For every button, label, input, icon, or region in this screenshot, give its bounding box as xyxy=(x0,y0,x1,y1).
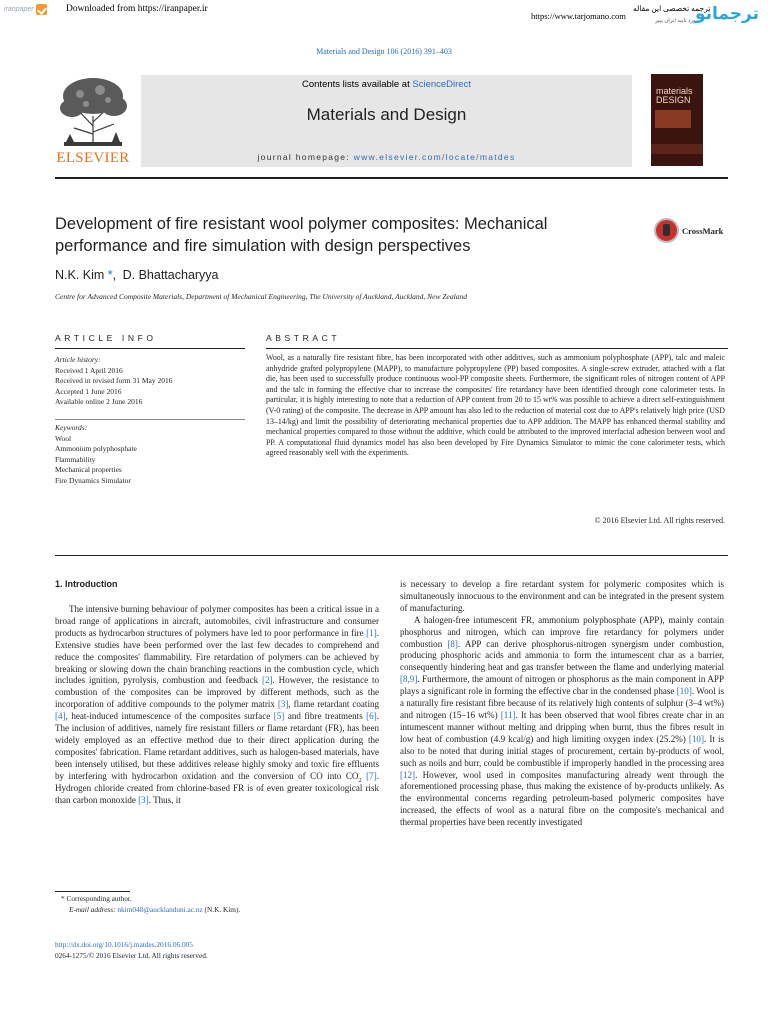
contents-prefix: Contents lists available at xyxy=(302,79,413,90)
tarjomano-tagline: ترجمه تخصصی این مقاله xyxy=(633,4,711,13)
body-text: . Thus, it xyxy=(148,794,181,805)
issn-copyright: 0264-1275/© 2016 Elsevier Ltd. All rights reserved. xyxy=(55,951,208,960)
body-text: , heat-induced intumescence of the composites surface xyxy=(65,711,274,722)
journal-reference[interactable] xyxy=(0,47,768,56)
homepage-prefix: journal homepage: xyxy=(257,152,354,162)
paragraph xyxy=(400,615,724,829)
contents-line xyxy=(141,79,632,90)
corresponding-author-mark[interactable]: * xyxy=(104,268,113,282)
citation-link[interactable]: [4] xyxy=(55,711,66,722)
iranpaper-logo-text: iranpaper xyxy=(4,6,34,13)
sciencedirect-link[interactable]: ScienceDirect xyxy=(412,79,471,90)
author-email-link[interactable]: nkim048@aucklanduni.ac.nz xyxy=(117,904,203,914)
body-text: . Furthermore, the amount of nitrogen or phosphorus as the main component in APP plays a significant role in forming the effective char in the condensed phase xyxy=(400,674,724,697)
cover-image xyxy=(655,110,691,128)
keyword: Fire Dynamics Simulator xyxy=(55,475,131,485)
author-1[interactable]: N.K. Kim xyxy=(55,268,105,282)
keyword: Mechanical properties xyxy=(55,465,122,474)
abstract-text: Wool, as a naturally fire resistant fibre, has been incorporated with other additives, such as ammonium polyphosphate (APP), talc and maleic anhydride grafted polypropylene (MAPP), to manufacture polypropylene (PP) based composites. A single-screw extruder, attached with a flat die, has been used to successfully produce continuous wool-PP composite sheets. Furthermore, the significant roles of nitrogen content of APP and the talc in forming the effective char to increase the composites' fire retardancy have been identified through cone calorimeter tests. In particular, it is highly interesting to note that a reduction of APP content from 20 to 15 wt% was possible to achieve a direct self-extinguishment (V-0 rating) of the composite. The decrease in APP amount has also led to the reduction of material cost due to APP's relatively high price (USD 13–14/kg) and limit the possibility of deteriorating mechanical properties due to APP addition. The MAPP has enhanced thermal stability and mechanical properties compared to those without the additive, which could be attributed to the improved interfacial adhesion between wool and PP. A computational fluid dynamics model has also been developed by Fire Dynamics Simulator to mimic the cone calorimeter tests, which agreed reasonably well with the experiments. xyxy=(266,353,725,458)
journal-masthead xyxy=(141,75,632,167)
keyword: Ammonium polyphosphate xyxy=(55,444,137,453)
history-accepted: Accepted 1 June 2016 xyxy=(55,386,122,396)
email-suffix: (N.K. Kim). xyxy=(202,904,241,914)
body-text: . However, the resistance to combustion of the composites can be improved by different methods, such as the incorporation of additive compounds to the polymer matrix xyxy=(55,675,379,710)
tarjomano-logo[interactable] xyxy=(633,2,763,32)
paper-title: Development of fire resistant wool polymer composites: Mechanical performance and fire simulation with design perspectives xyxy=(55,215,548,255)
tarjomano-url[interactable]: https://www.tarjomano.com xyxy=(531,11,626,21)
download-check-icon xyxy=(36,4,47,15)
keywords xyxy=(55,423,245,486)
crossmark-badge[interactable] xyxy=(654,218,723,243)
journal-name: Materials and Design xyxy=(306,105,467,124)
body-text: . Hydrogen chloride created from chlorine-based FR is of even greater toxicological risk than carbon monoxide xyxy=(55,770,379,805)
citation-link[interactable]: [12] xyxy=(400,769,416,780)
journal-cover[interactable] xyxy=(651,74,703,166)
footnote-rule xyxy=(55,891,130,892)
cover-title xyxy=(656,87,693,105)
homepage-link[interactable]: www.elsevier.com/locate/matdes xyxy=(353,152,516,162)
body-text: , flame retardant coating xyxy=(288,699,380,710)
author-2[interactable]: D. Bhattacharyya xyxy=(122,268,219,282)
citation-link[interactable]: [3] xyxy=(277,699,289,710)
author-list xyxy=(55,268,219,282)
cover-title-line-2: DESIGN xyxy=(656,95,691,105)
article-info-heading: ARTICLE INFO xyxy=(55,333,157,343)
body-text: and fibre treatments xyxy=(284,711,367,722)
keyword: Flammability xyxy=(55,454,96,464)
journal-reference-text: Materials and Design 106 (2016) 391–403 xyxy=(316,47,452,56)
abstract-rule xyxy=(266,348,728,349)
body-text: . Extensive studies have been performed over the last few decades to comprehend and reduce the composites' flammability. Fire retardation of polymers can be achieved by breaking or slowing down the chain branching reactions in the combustion cycle, which includes ignition, pyrolysis, combustion and feedback xyxy=(55,627,379,686)
keywords-label: Keywords: xyxy=(55,423,88,432)
tarjomano-subline: مورد تایید ایران پیپر xyxy=(655,18,699,24)
masthead-rule xyxy=(55,177,728,179)
elsevier-tree-icon xyxy=(56,76,130,148)
doi-block xyxy=(55,939,208,961)
citation-link[interactable]: [7] xyxy=(366,770,377,781)
citation-link[interactable]: [1] xyxy=(366,627,377,638)
tarjomano-brand: ترجمانو xyxy=(694,4,759,24)
citation-link[interactable]: [11] xyxy=(500,709,516,720)
author-separator: , xyxy=(112,268,117,282)
footnote-star: * xyxy=(61,894,65,903)
keyword: Wool xyxy=(55,433,72,443)
crossmark-icon xyxy=(654,218,679,243)
abstract-copyright: © 2016 Elsevier Ltd. All rights reserved. xyxy=(594,516,725,525)
citation-link[interactable]: [5] xyxy=(273,711,285,722)
body-text: . It has been observed that wool fibres create char in an intumescent manner without melting and dripping when burnt, thus the fibres result in low heat of combustion (4.9 kcal/g) and high limiting oxygen index (25.2%) xyxy=(400,709,725,744)
article-history xyxy=(55,355,245,408)
doi-link[interactable]: http://dx.doi.org/10.1016/j.matdes.2016.06.005 xyxy=(55,940,193,949)
crossmark-label: CrossMark xyxy=(682,225,724,236)
citation-link[interactable]: [8] xyxy=(447,638,458,649)
journal-homepage xyxy=(141,152,632,162)
body-text: . However, wool used in composites manufacturing already went through the aforementioned processing phase, thus making the existence of by-products unlikely. As the environmental concerns regarding petroleum-based polymeric composites have increased, the effects of wool as a natural fibre on the composite's mechanical and thermal properties have been recently investigated xyxy=(400,769,724,828)
paragraph xyxy=(55,604,379,806)
article-info-rule xyxy=(55,348,245,349)
body-text: . The inclusion of additives, namely fire resistant fillers or flame retardant (FR), has been widely employed as an effective method due to their direct application during the composites' fabrication. Flame retardant additives, such as halogen-based materials, have been intensely utilised, but these additives release highly smoky and toxic fire effluents by interfering with hydrocarbon oxidation and the conversion of CO into CO xyxy=(55,711,379,781)
history-received: Received 1 April 2016 xyxy=(55,365,123,375)
elsevier-wordmark: ELSEVIER xyxy=(56,150,130,166)
email-label: E-mail address: xyxy=(69,904,116,914)
body-text: A halogen-free intumescent FR, ammonium polyphosphate (APP), mainly contain phosphorus and nitrogen, which can improve fire retardancy for polymers under combustion xyxy=(400,614,724,649)
citation-link[interactable]: [10] xyxy=(688,733,704,744)
body-column-right xyxy=(400,579,724,829)
download-banner xyxy=(0,0,768,40)
body-text: . Wool is a naturally fire resistant fibre because of its relatively high contents of sulphur (3–4 wt%) and nitrogen (15–16 wt%) xyxy=(400,686,725,720)
cover-title-line-1: materials xyxy=(656,86,693,96)
history-online: Available online 2 June 2016 xyxy=(55,397,143,406)
article-history-label: Article history: xyxy=(55,355,101,364)
body-column-left xyxy=(55,604,379,806)
corresponding-author-label: Corresponding author. xyxy=(66,894,132,903)
corresponding-author-footnote xyxy=(61,894,240,915)
citation-link[interactable]: [8,9] xyxy=(400,674,418,685)
body-text: The intensive burning behaviour of polymer composites has been a critical issue in a broad range of applications in aircraft, automobiles, civil infrastructure and consumer products as hydrocarbon structures of polymers have led to poor performance in fire xyxy=(55,604,379,638)
citation-link[interactable]: [6] xyxy=(366,711,377,722)
abstract-heading: ABSTRACT xyxy=(266,333,341,343)
abstract-bottom-rule xyxy=(55,555,728,556)
citation-link[interactable]: [10] xyxy=(676,686,692,697)
elsevier-logo xyxy=(52,76,134,168)
paragraph: is necessary to develop a fire retardant system for polymeric composites which is simultaneously innocuous to the environment and can be integrated in the present system of manufacturing. xyxy=(400,579,724,613)
citation-link[interactable]: [3] xyxy=(138,794,149,805)
body-text: . APP can derive phosphorus-nitrogen synergism under combustion, producing phosphoric acids and ammonia to form the intumescent char as a barrier, consequently hindering heat and gas transfer between the flame and underlying material xyxy=(400,638,725,673)
cover-band xyxy=(651,144,703,154)
downloaded-from-text[interactable]: Downloaded from https://iranpaper.ir xyxy=(66,4,208,14)
section-heading-introduction: 1. Introduction xyxy=(55,579,118,589)
subscript: 2 xyxy=(358,776,362,784)
affiliation: Centre for Advanced Composite Materials, Department of Mechanical Engineering, The University of Auckland, Auckland, New Zealand xyxy=(55,292,467,301)
iranpaper-logo[interactable] xyxy=(4,4,47,15)
citation-link[interactable]: [2] xyxy=(261,675,273,686)
article-info-divider xyxy=(55,419,245,420)
body-text: . It is also to be noted that during initial stages of procurement, certain by-products of wool, such as noils and burr, could be combustible if improperly handled in the processing area xyxy=(400,733,724,768)
history-revised: Received in revised form 31 May 2016 xyxy=(55,376,173,385)
